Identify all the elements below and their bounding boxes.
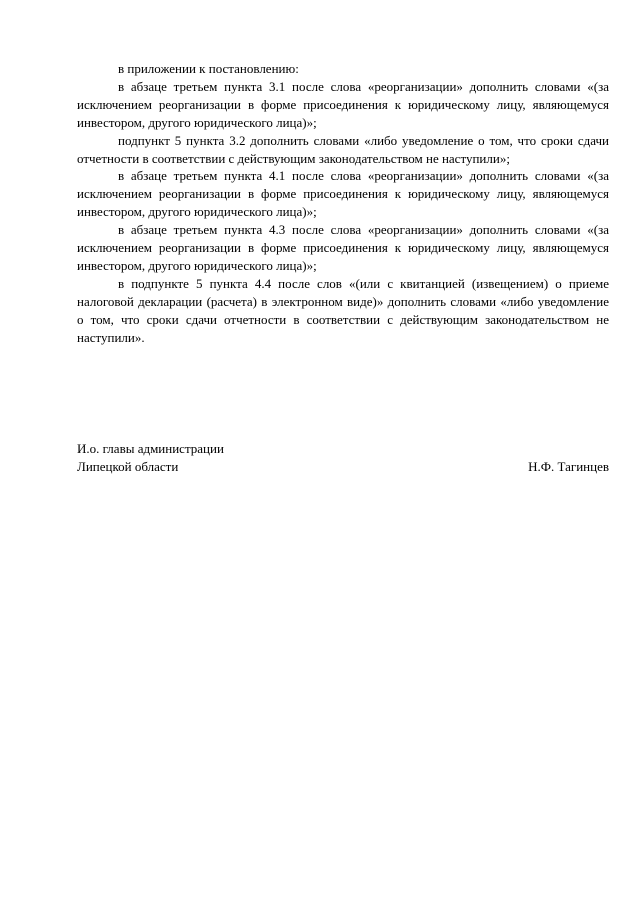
signature-title-line [77, 440, 609, 458]
paragraph-amendment-4-3: в абзаце третьем пункта 4.3 после слова «реорганизации» дополнить словами «(за исключением реорганизации в форме присоединения к юридическому лицу, являющемуся инвестором, другого юридического лица)»; [77, 222, 609, 273]
document-body [77, 60, 609, 347]
paragraph-intro: в приложении к постановлению: [118, 61, 299, 76]
paragraph-amendment-4-4: в подпункте 5 пункта 4.4 после слов «(или с квитанцией (извещением) о приеме налоговой декларации (расчета) в электронном виде)» дополнить словами «либо уведомление о том, что сроки сдачи отчетности в соответствии с действующим законодательством не наступили». [77, 275, 609, 345]
signature-name-line [77, 458, 609, 476]
signer-name: Н.Ф. Тагинцев [528, 458, 609, 474]
paragraph-amendment-4-1: в абзаце третьем пункта 4.1 после слова «реорганизации» дополнить словами «(за исключением реорганизации в форме присоединения к юридическому лицу, являющемуся инвестором, другого юридического лица)»; [77, 168, 609, 220]
signer-position-line1: И.о. главы администрации [77, 441, 224, 456]
paragraph-amendment-3-2: подпункт 5 пункта 3.2 дополнить словами «либо уведомление о том, что сроки сдачи отчетности в соответствии с действующим законодательством не наступили»; [77, 132, 609, 166]
paragraph-amendment-3-1: в абзаце третьем пункта 3.1 после слова «реорганизации» дополнить словами «(за исключением реорганизации в форме присоединения к юридическому лицу, являющемуся инвестором, другого юридического лица)»; [77, 78, 609, 130]
signer-position-line2: Липецкой области [77, 458, 179, 474]
signature-block [77, 440, 609, 476]
